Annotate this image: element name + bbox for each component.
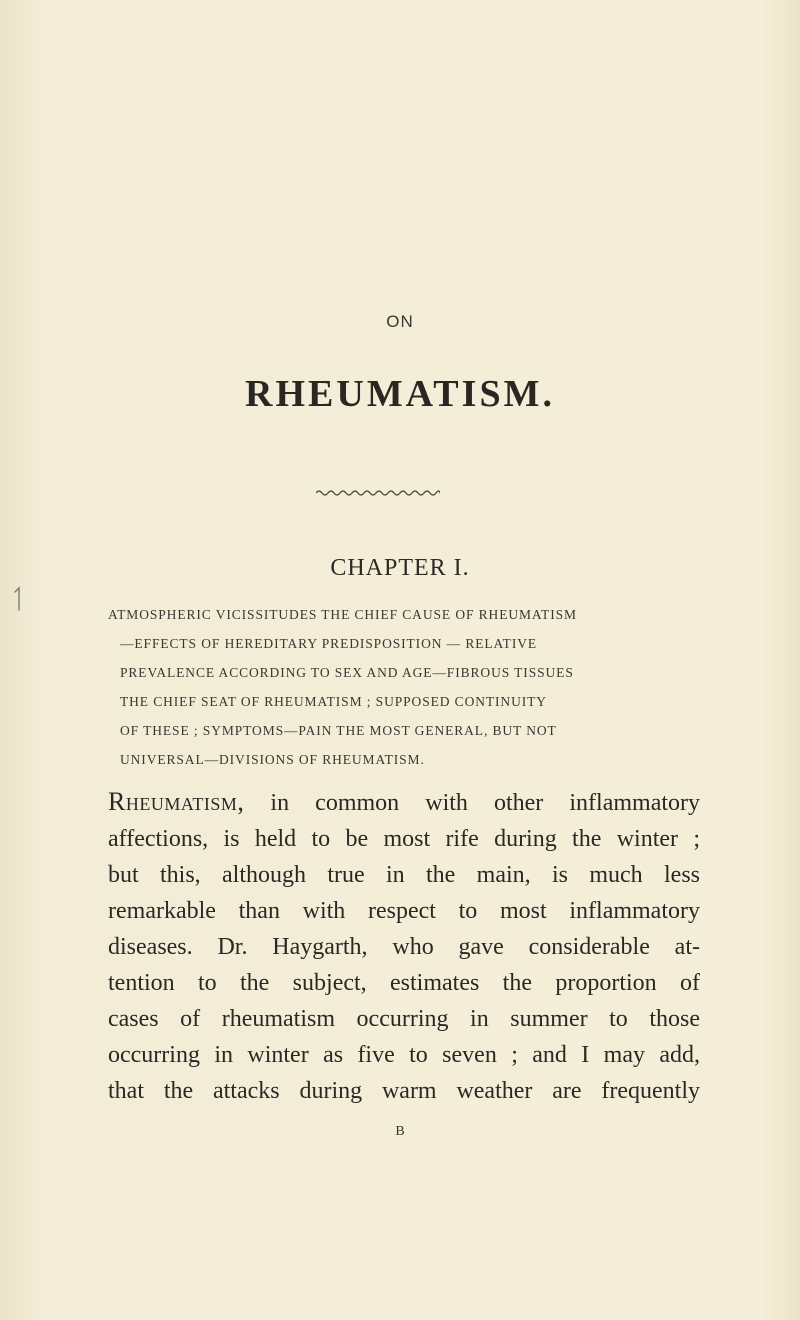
body-line: remarkable than with respect to most inflammatory	[108, 898, 700, 924]
first-line-rest: in common with other inflammatory	[244, 790, 700, 816]
body-line: diseases. Dr. Haygarth, who gave considerable at-	[108, 934, 700, 960]
summary-line: UNIVERSAL—DIVISIONS OF RHEUMATISM.	[120, 752, 425, 767]
page-title: RHEUMATISM.	[245, 373, 555, 415]
summary-line: PREVALENCE ACCORDING TO SEX AND AGE—FIBROUS TISSUES	[120, 665, 574, 680]
body-line: affections, is held to be most rife during the winter ;	[108, 826, 700, 852]
body-paragraph	[108, 784, 700, 1109]
wavy-rule-ornament	[316, 488, 440, 498]
body-line: that the attacks during warm weather are frequently	[108, 1078, 700, 1104]
chapter-heading: CHAPTER I.	[330, 555, 470, 581]
summary-line: ATMOSPHERIC VICISSITUDES THE CHIEF CAUSE OF RHEUMATISM	[108, 607, 577, 622]
body-line: tention to the subject, estimates the proportion of	[108, 970, 700, 996]
lead-word: Rheumatism,	[108, 787, 245, 816]
body-line: cases of rheumatism occurring in summer to those	[108, 1006, 700, 1032]
body-line: but this, although true in the main, is much less	[108, 862, 700, 888]
summary-line: OF THESE ; SYMPTOMS—PAIN THE MOST GENERAL, BUT NOT	[120, 723, 557, 738]
body-line: occurring in winter as five to seven ; and I may add,	[108, 1042, 700, 1068]
pencil-tick-mark-icon	[13, 586, 23, 612]
summary-line: THE CHIEF SEAT OF RHEUMATISM ; SUPPOSED CONTINUITY	[120, 694, 547, 709]
signature-mark: B	[395, 1124, 405, 1139]
pre-title: ON	[386, 312, 414, 331]
body-line-first	[108, 784, 700, 821]
chapter-summary	[108, 600, 698, 774]
summary-line: —EFFECTS OF HEREDITARY PREDISPOSITION — RELATIVE	[120, 636, 538, 651]
